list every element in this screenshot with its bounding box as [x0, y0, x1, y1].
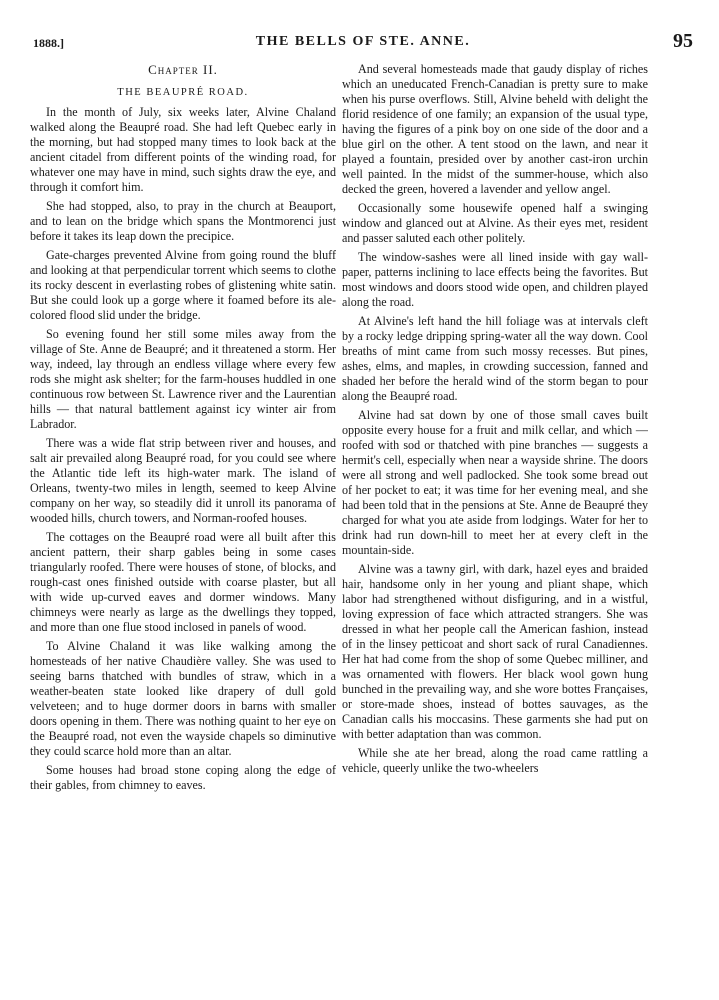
running-title: THE BELLS OF STE. ANNE. — [255, 34, 471, 49]
left-column — [30, 62, 336, 982]
header-date-mark: 1888.] — [33, 36, 64, 50]
chapter-title: Chapter II. — [148, 62, 218, 77]
paragraph: So evening found her still some miles away from the village of Ste. Anne de Beaupré; and it threatened a storm. Her way, indeed, lay through an endless village where every few rods she might ask shelter; for the farm-houses huddled in one continuous row between St. Lawrence river and the Laurentian hills — that natural battlement against icy winter air from Labrador. — [30, 327, 336, 431]
paragraph: Alvine was a tawny girl, with dark, hazel eyes and braided hair, handsome only in her young and pliant shape, which labor had strengthened without disfiguring, and in a wistful, loving expression of face which attracted strangers. She was dressed in what her people call the American fashion, instead of in the linsey petticoat and short sack of rural Canadiennes. Her hat had come from the shop of some Quebec milliner, and was ornamented with flowers. Her black wool gown hung bunched in the prevailing way, and she wore bottes Françaises, or store-made shoes, instead of bottes sauvages, as the Canadian calls his moccasins. These garments she had put on with better adaptation than was common. — [342, 562, 648, 741]
paragraph: At Alvine's left hand the hill foliage was at intervals cleft by a rocky ledge dripping spring-water all the way down. Cool breaths of mint came from such mossy recesses. But pines, ashes, elms, and maples, in crowding succession, fanned and shaded her before the herald wind of the storm began to pour along the Beaupré road. — [342, 314, 648, 403]
paragraph: Gate-charges prevented Alvine from going round the bluff and looking at that perpendicular torrent which seems to clothe its rocky descent in everlasting robes of glistening white satin. But she could look up a gorge where it foamed before its ale-colored flood slid under the bridge. — [30, 248, 336, 322]
paragraph: Alvine had sat down by one of those small caves built opposite every house for a fruit and milk cellar, and which — roofed with sod or thatched with pine branches — suggests a hermit's cell, especially when near a wayside shrine. The doors were all strong and well padlocked. She took some bread out of her pocket to eat; it was time for her evening meal, and she had been told that in the pensions at Ste. Anne de Beaupré they charged for what you ate aside from lodgings. Water for her to drink had run down-hill to meet her at every cleft in the mountain-side. — [342, 408, 648, 557]
right-column — [342, 62, 648, 982]
chapter-subtitle: THE BEAUPRÉ ROAD. — [117, 87, 249, 98]
page-number: 95 — [673, 30, 693, 52]
paragraph: To Alvine Chaland it was like walking among the homesteads of her native Chaudière valley. She was used to seeing barns thatched with bundles of straw, which in a weather-beaten state looked like drapery of dull gold velveteen; and to huge dormer doors in barns with smaller doors opening in them. There was nothing quaint to her eye on the Beaupré road, not even the wayside chapels so diminutive they could scarce hold more than an altar. — [30, 639, 336, 758]
paragraph: Occasionally some housewife opened half a swinging window and glanced out at Alvine. As their eyes met, resident and passer saluted each other politely. — [342, 201, 648, 245]
paragraph: While she ate her bread, along the road came rattling a vehicle, queerly unlike the two-wheelers — [342, 746, 648, 775]
paragraph: The window-sashes were all lined inside with gay wall-paper, patterns inclining to lace effects being the favorites. But most windows and doors stood wide open, and children played along the road. — [342, 250, 648, 309]
paragraph: And several homesteads made that gaudy display of riches which an uneducated French-Canadian is pretty sure to make when his purse overflows. Still, Alvine beheld with delight the florid residence of one family; an expansion of the usual type, having the figures of a pink boy on one side of the door and a blue girl on the other. A tent stood on the lawn, and near it played a fountain, presided over by another cast-iron urchin well painted. In the midst of the summer-house, which also decked the green, hovered a lavender and yellow angel. — [342, 62, 648, 196]
paragraph: In the month of July, six weeks later, Alvine Chaland walked along the Beaupré road. She had left Quebec early in the morning, but had stopped many times to look back at the ancient citadel from different points of the winding road, for whatever one may have in mind, such sights draw the eye, and through it comfort him. — [30, 105, 336, 194]
running-header — [33, 30, 693, 56]
paragraph: She had stopped, also, to pray in the church at Beauport, and to lean on the bridge which spans the Montmorenci just before it takes its leap down the precipice. — [30, 199, 336, 243]
paragraph: The cottages on the Beaupré road were all built after this ancient pattern, their sharp gables being in some cases triangularly roofed. There were houses of stone, of blocks, and rough-cast ones finished outside with coarse plaster, but all with wide up-curved eaves and dormer windows. Many chimneys were nearly as large as the dwellings they topped, and more than one flue stood inclosed in panels of wood. — [30, 530, 336, 634]
paragraph: Some houses had broad stone coping along the edge of their gables, from chimney to eaves. — [30, 763, 336, 792]
paragraph: There was a wide flat strip between river and houses, and salt air prevailed along Beaupré road, for you could see where the Atlantic tide left its high-water mark. The island of Orleans, twenty-two miles in length, seemed to keep Alvine company on her way, so steadily did it unroll its panorama of wooded hills, church towers, and Norman-roofed houses. — [30, 436, 336, 525]
